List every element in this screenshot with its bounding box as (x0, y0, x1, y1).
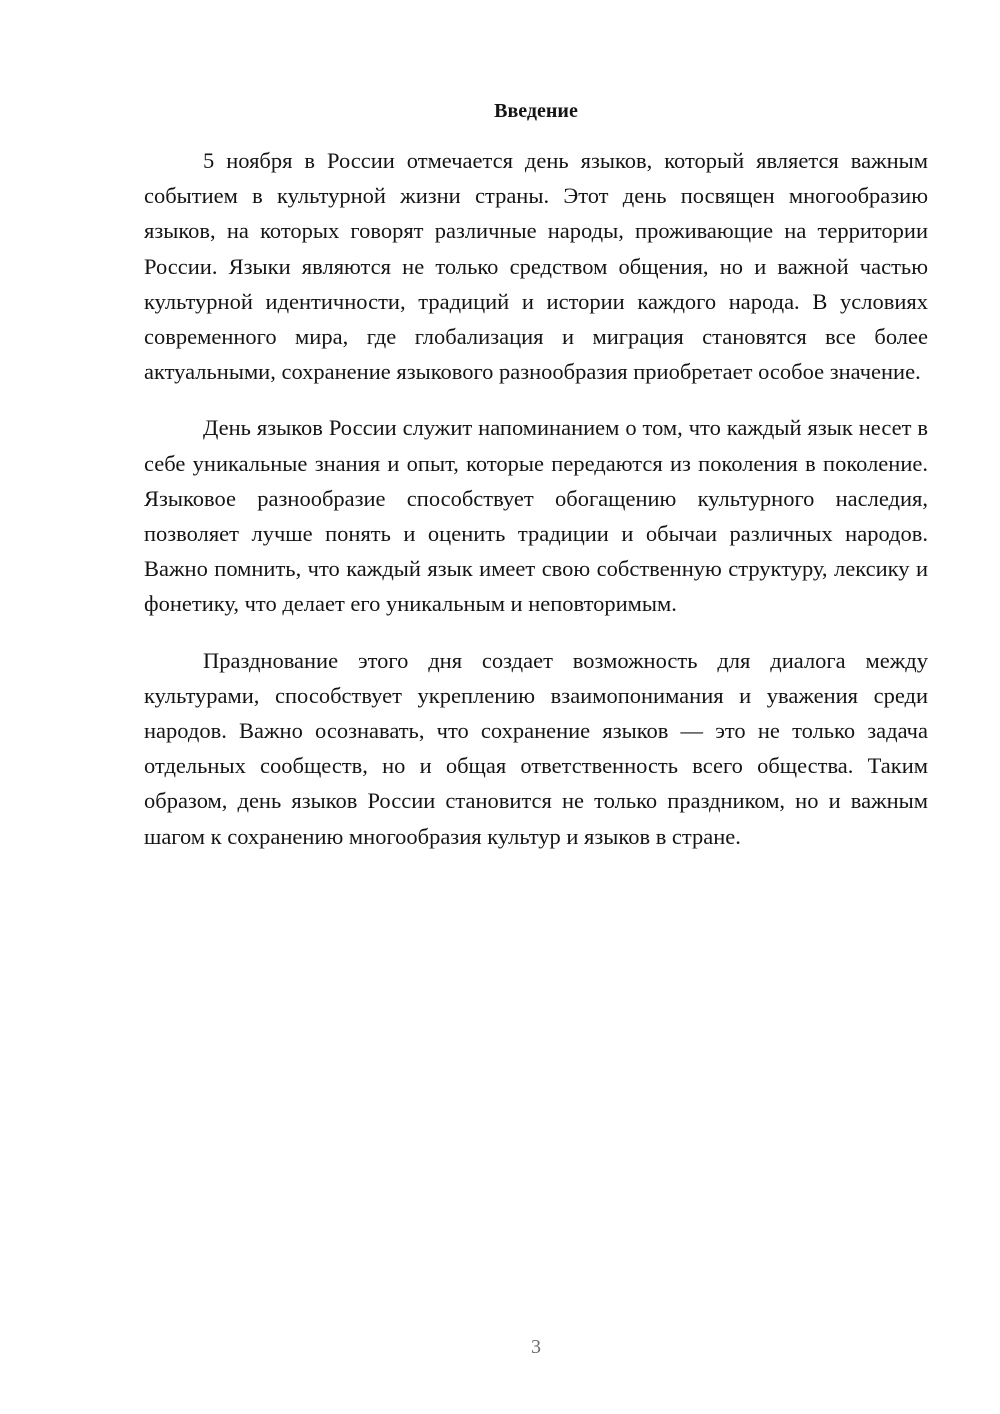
page-number: 3 (531, 1336, 541, 1358)
paragraph-1: 5 ноября в России отмечается день языков, который является важным событием в культурной жизни страны. Этот день посвящен многообразию языков, на которых говорят различные народы, проживающие на территории России. Языки являются не только средством общения, но и важной частью культурной идентичности, традиций и истории каждого народа. В условиях современного мира, где глобализация и миграция становятся все более актуальными, сохранение языкового разнообразия приобретает особое значение. (144, 148, 928, 385)
paragraph-2: День языков России служит напоминанием о том, что каждый язык несет в себе уникальные знания и опыт, которые передаются из поколения в поколение. Языковое разнообразие способствует обогащению культурного наследия, позволяет лучше понять и оценить традиции и обычаи различных народов. Важно помнить, что каждый язык имеет свою собственную структуру, лексику и фонетику, что делает его уникальным и неповторимым. (144, 415, 928, 617)
page-title: Введение (494, 100, 578, 122)
paragraph-3: Празднование этого дня создает возможность для диалога между культурами, способствует укреплению взаимопонимания и уважения среди народов. Важно осознавать, что сохранение языков — это не только задача отдельных сообществ, но и общая ответственность всего общества. Таким образом, день языков России становится не только праздником, но и важным шагом к сохранению многообразия культур и языков в стране. (144, 647, 928, 849)
document-body (144, 143, 928, 875)
